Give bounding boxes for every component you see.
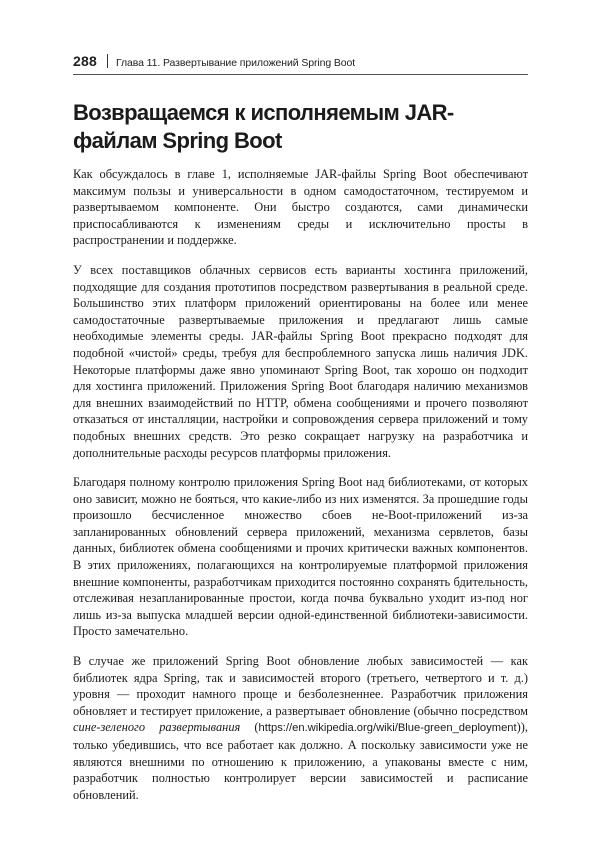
header-separator: [107, 54, 108, 68]
body-text: [73, 166, 528, 816]
paragraph-4-text-start: В случае же приложений Spring Boot обновление любых зависимостей — как библиотек ядра Spring, так и зависимостей второго (третьего, четвертого и т. д.) уровня — проходит намного проще и безболезненнее. Разработчик приложения обновляет и тестирует приложение, а развертывает обновление (обычно посредством: [73, 654, 528, 718]
wikipedia-link[interactable]: https://en.wikipedia.org/wiki/Blue-green_deployment: [258, 722, 517, 735]
header-rule: [73, 74, 528, 75]
paren-open: (: [240, 720, 259, 735]
paragraph-4: [73, 653, 528, 803]
section-heading: Возвращаемся к исполняемым JAR-файлам Spring Boot: [73, 100, 454, 153]
page-number: 288: [73, 53, 97, 69]
paragraph-4-text-end: )), только убедившись, что все работает как должно. А поскольку зависимости уже не являются внешними по отношению к приложению, а упакованы вместе с ним, разработчик полностью контролирует версии зависимостей и расписание обновлений.: [73, 720, 528, 802]
paragraph-3: Благодаря полному контролю приложения Spring Boot над библиотеками, от которых оно зависит, можно не бояться, что какие-либо из них изменятся. За прошедшие годы произошло бесчисленное множество сбоев не-Boot-приложений из-за запланированных обновлений сервера приложений, механизма сервлетов, базы данных, библиотек обмена сообщениями и прочих критически важных компонентов. В этих приложениях, полагающихся на контролируемые платформой приложения внешние компоненты, разработчикам приходится постоянно сохранять бдительность, отслеживая незапланированные простои, когда почва буквально уходит из-под ног лишь из-за выпуска младшей версии одной-единственной библиотеки-зависимости. Просто замечательно.: [73, 475, 528, 639]
chapter-title: Глава 11. Развертывание приложений Spring Boot: [115, 57, 356, 69]
paragraph-1: Как обсуждалось в главе 1, исполняемые JAR-файлы Spring Boot обеспечивают максимум пользы и универсальности в одном самодостаточном, тестируемом и развертываемом компоненте. Они быстро создаются, сами динамически приспосабливаются к изменениям среды и исключительно просты в распространении и поддержке.: [73, 167, 528, 248]
paragraph-2: У всех поставщиков облачных сервисов есть варианты хостинга приложений, подходящие для создания прототипов посредством развертывания в реальной среде. Большинство этих платформ приложений ориентированы на более или менее самодостаточные развертываемые приложения и предлагают лишь самые необходимые элементы среды. JAR-файлы Spring Boot прекрасно подходят для подобной «чистой» среды, требуя для беспроблемного запуска лишь наличия JDK. Некоторые платформы даже явно упоминают Spring Boot, так хорошо он подходит для хостинга приложений. Приложения Spring Boot благодаря наличию механизмов для внешних взаимодействий по HTTP, обмена сообщениями и прочего позволяют отказаться от инсталляции, настройки и сопровождения сервера приложений и тому подобных внешних средств. Это резко сокращает нагрузку на разработчика и дополнительные расходы ресурсов платформы приложения.: [73, 262, 528, 460]
running-header: [73, 53, 528, 71]
blue-green-term: сине-зеленого развертывания: [73, 720, 241, 735]
